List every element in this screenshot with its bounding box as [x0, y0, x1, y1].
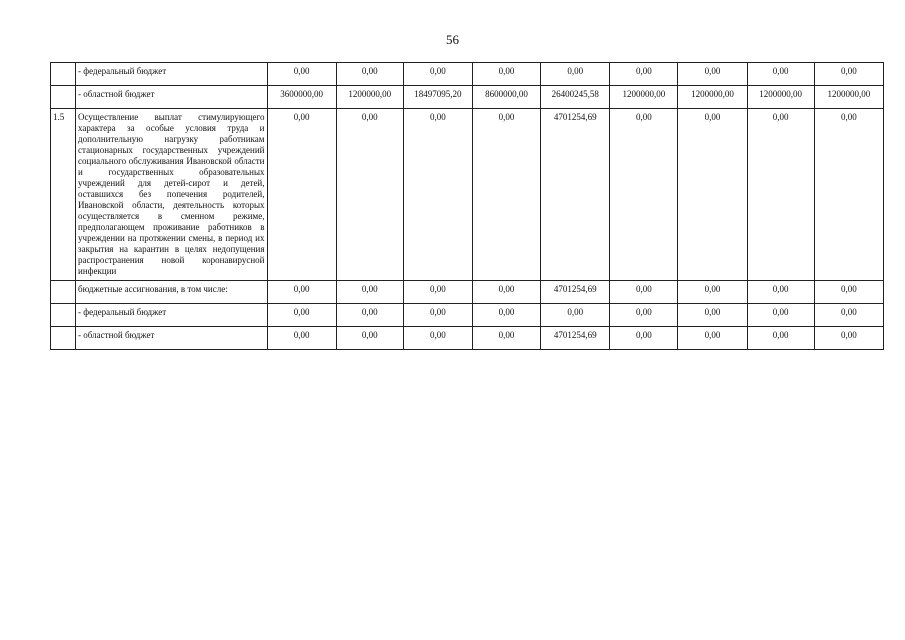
- cell-value: 0,00: [610, 109, 678, 281]
- cell-value: 0,00: [336, 281, 403, 304]
- cell-value: 0,00: [678, 63, 747, 86]
- cell-value: 1200000,00: [678, 86, 747, 109]
- cell-value: 1200000,00: [747, 86, 814, 109]
- row-index: [51, 86, 76, 109]
- cell-value: 0,00: [678, 304, 747, 327]
- cell-value: 0,00: [267, 281, 336, 304]
- row-label: Осуществление выплат стимулирующего характера за особые условия труда и дополнительную нагрузку работникам стационарных государственных учреждений социального обслуживания Ивановской области и государственных образовательных учреждений для детей-сирот и детей, оставшихся без попечения родителей, Ивановской области, деятельность которых осуществляется в сменном режиме, предполагающем проживание работников в учреждении на протяжении смены, в период их закрытия на карантин в целях недопущения распространения новой коронавирусной инфекции: [76, 109, 267, 281]
- table-row: [51, 86, 884, 109]
- cell-value: 0,00: [336, 109, 403, 281]
- cell-value: 0,00: [678, 109, 747, 281]
- table-row: [51, 304, 884, 327]
- cell-value: 0,00: [747, 304, 814, 327]
- cell-value: 0,00: [472, 304, 540, 327]
- cell-value: 4701254,69: [541, 281, 610, 304]
- cell-value: 0,00: [610, 281, 678, 304]
- cell-value: 0,00: [336, 304, 403, 327]
- page-number: 56: [446, 32, 459, 47]
- cell-value: 0,00: [814, 63, 883, 86]
- cell-value: 0,00: [747, 327, 814, 350]
- cell-value: 0,00: [678, 327, 747, 350]
- cell-value: 1200000,00: [336, 86, 403, 109]
- cell-value: 8600000,00: [472, 86, 540, 109]
- cell-value: 18497095,20: [403, 86, 472, 109]
- row-index: 1.5: [51, 109, 76, 281]
- cell-value: 0,00: [814, 281, 883, 304]
- cell-value: 0,00: [336, 63, 403, 86]
- cell-value: 4701254,69: [541, 327, 610, 350]
- cell-value: 0,00: [747, 281, 814, 304]
- cell-value: 0,00: [541, 304, 610, 327]
- row-label: - областной бюджет: [76, 86, 267, 109]
- cell-value: 0,00: [814, 109, 883, 281]
- table-row: [51, 327, 884, 350]
- cell-value: 0,00: [267, 304, 336, 327]
- cell-value: 0,00: [610, 63, 678, 86]
- cell-value: 0,00: [403, 304, 472, 327]
- cell-value: 0,00: [267, 63, 336, 86]
- cell-value: 0,00: [267, 327, 336, 350]
- cell-value: 0,00: [403, 281, 472, 304]
- cell-value: 0,00: [610, 327, 678, 350]
- cell-value: 0,00: [403, 109, 472, 281]
- budget-table: [50, 62, 884, 350]
- cell-value: 26400245,58: [541, 86, 610, 109]
- cell-value: 0,00: [541, 63, 610, 86]
- row-label: - областной бюджет: [76, 327, 267, 350]
- cell-value: 0,00: [678, 281, 747, 304]
- cell-value: 0,00: [472, 109, 540, 281]
- cell-value: 0,00: [336, 327, 403, 350]
- row-index: [51, 327, 76, 350]
- table-row: [51, 109, 884, 281]
- cell-value: 0,00: [747, 63, 814, 86]
- cell-value: 4701254,69: [541, 109, 610, 281]
- row-index: [51, 63, 76, 86]
- cell-value: 0,00: [472, 63, 540, 86]
- cell-value: 1200000,00: [610, 86, 678, 109]
- row-index: [51, 304, 76, 327]
- row-label: бюджетные ассигнования, в том числе:: [76, 281, 267, 304]
- row-label: - федеральный бюджет: [76, 304, 267, 327]
- table-row: [51, 281, 884, 304]
- cell-value: 1200000,00: [814, 86, 883, 109]
- cell-value: 0,00: [267, 109, 336, 281]
- row-label: - федеральный бюджет: [76, 63, 267, 86]
- cell-value: 0,00: [747, 109, 814, 281]
- cell-value: 0,00: [814, 304, 883, 327]
- cell-value: 0,00: [472, 281, 540, 304]
- cell-value: 3600000,00: [267, 86, 336, 109]
- cell-value: 0,00: [814, 327, 883, 350]
- cell-value: 0,00: [403, 63, 472, 86]
- row-index: [51, 281, 76, 304]
- cell-value: 0,00: [472, 327, 540, 350]
- cell-value: 0,00: [610, 304, 678, 327]
- table-row: [51, 63, 884, 86]
- cell-value: 0,00: [403, 327, 472, 350]
